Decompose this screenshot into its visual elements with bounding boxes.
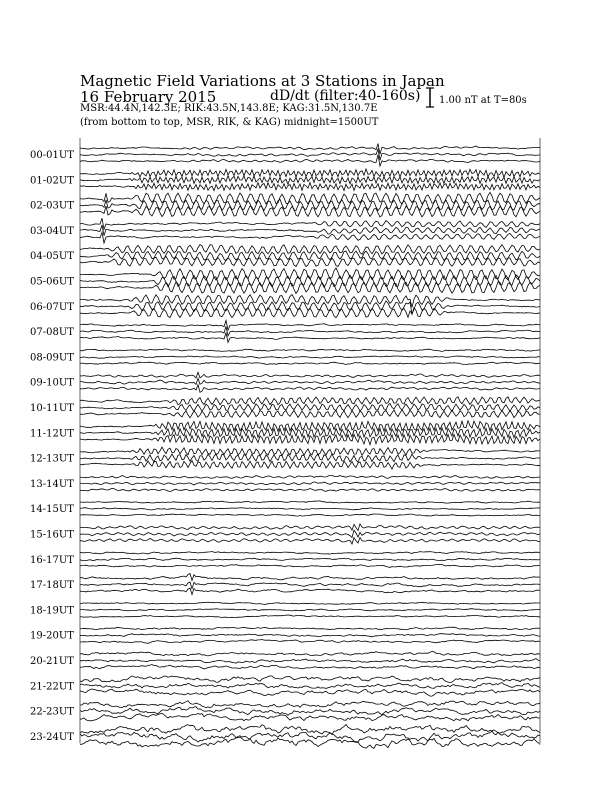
hour-label: 16-17UT	[30, 554, 74, 566]
trace-rik	[80, 683, 540, 689]
trace-kag	[80, 372, 540, 378]
trace-kag	[80, 144, 540, 155]
hour-label: 14-15UT	[30, 504, 74, 516]
hour-label: 08-09UT	[30, 352, 74, 364]
hour-label: 17-18UT	[30, 580, 74, 592]
trace-rik	[80, 403, 540, 411]
trace-kag	[80, 552, 540, 555]
trace-rik	[80, 609, 540, 611]
trace-kag	[80, 501, 540, 503]
trace-kag	[80, 421, 540, 432]
hour-label: 10-11UT	[30, 403, 74, 414]
trace-msr	[80, 588, 540, 594]
trace-kag	[80, 169, 540, 178]
trace-msr	[80, 232, 540, 243]
trace-msr	[80, 461, 540, 470]
trace-kag	[80, 475, 540, 478]
order-note: (from bottom to top, MSR, RIK, & KAG) midnight=1500UT	[80, 117, 379, 128]
hour-label: 09-10UT	[30, 377, 74, 389]
hour-label: 18-19UT	[30, 605, 74, 617]
hour-label: 05-06UT	[30, 276, 74, 288]
trace-msr	[80, 514, 540, 516]
scale-bar-label: 1.00 nT at T=80s	[439, 95, 527, 106]
trace-msr	[80, 206, 540, 217]
trace-kag	[80, 574, 540, 581]
stations-label: MSR:44.4N,142.3E; RIK:43.5N,143.8E; KAG:31.5N,130.7E	[80, 103, 378, 114]
trace-kag	[80, 349, 540, 352]
hour-label: 06-07UT	[30, 301, 74, 313]
hour-label: 19-20UT	[30, 630, 74, 642]
trace-msr	[80, 434, 540, 444]
trace-kag	[80, 627, 540, 630]
trace-msr	[80, 689, 540, 696]
trace-msr	[80, 362, 540, 364]
trace-rik	[80, 634, 540, 637]
trace-msr	[80, 308, 540, 318]
trace-kag	[80, 602, 540, 604]
trace-msr	[80, 713, 540, 721]
chart-title: Magnetic Field Variations at 3 Stations in Japan	[80, 72, 445, 90]
hour-label: 04-05UT	[30, 251, 74, 263]
trace-kag	[80, 321, 540, 331]
trace-kag	[80, 724, 540, 734]
trace-msr	[80, 615, 540, 618]
trace-rik	[80, 558, 540, 560]
trace-rik	[80, 378, 540, 384]
trace-msr	[80, 488, 540, 491]
hour-label: 01-02UT	[30, 175, 74, 187]
traces	[80, 144, 540, 749]
hour-label: 00-01UT	[30, 150, 74, 161]
trace-msr	[80, 564, 540, 567]
trace-msr	[80, 665, 540, 669]
hour-label: 02-03UT	[30, 200, 74, 212]
trace-msr	[80, 538, 540, 545]
trace-kag	[80, 397, 540, 405]
trace-rik	[80, 530, 540, 537]
trace-kag	[80, 701, 540, 708]
hour-label: 07-08UT	[30, 327, 74, 339]
trace-kag	[80, 652, 540, 656]
trace-rik	[80, 326, 540, 336]
hour-labels	[30, 150, 74, 743]
trace-rik	[80, 482, 540, 485]
hour-label: 13-14UT	[30, 478, 74, 490]
chart-date: 16 February 2015	[80, 88, 217, 106]
scale-bar	[426, 88, 434, 107]
hour-label: 22-23UT	[30, 706, 74, 718]
trace-rik	[80, 149, 540, 160]
trace-kag	[80, 524, 540, 531]
trace-rik	[80, 582, 540, 589]
filter-label: dD/dt (filter:40-160s)	[270, 88, 421, 104]
trace-kag	[80, 676, 540, 683]
hour-label: 03-04UT	[30, 225, 74, 237]
trace-rik	[80, 659, 540, 664]
trace-rik	[80, 454, 540, 462]
trace-msr	[80, 737, 540, 748]
hour-label: 15-16UT	[30, 529, 74, 541]
trace-kag	[80, 218, 540, 229]
hour-label: 23-24UT	[30, 731, 74, 743]
trace-msr	[80, 256, 540, 266]
trace-kag	[80, 192, 540, 204]
hour-label: 11-12UT	[30, 428, 74, 440]
trace-msr	[80, 333, 540, 343]
trace-rik	[80, 356, 540, 358]
trace-msr	[80, 155, 540, 166]
trace-rik	[80, 225, 540, 236]
trace-msr	[80, 640, 540, 644]
trace-msr	[80, 183, 540, 191]
trace-msr	[80, 410, 540, 418]
trace-msr	[80, 385, 540, 393]
trace-rik	[80, 508, 540, 510]
trace-rik	[80, 707, 540, 716]
trace-kag	[80, 295, 540, 308]
hour-label: 20-21UT	[30, 656, 74, 667]
hour-label: 21-22UT	[30, 681, 74, 693]
hour-label: 12-13UT	[30, 453, 74, 465]
